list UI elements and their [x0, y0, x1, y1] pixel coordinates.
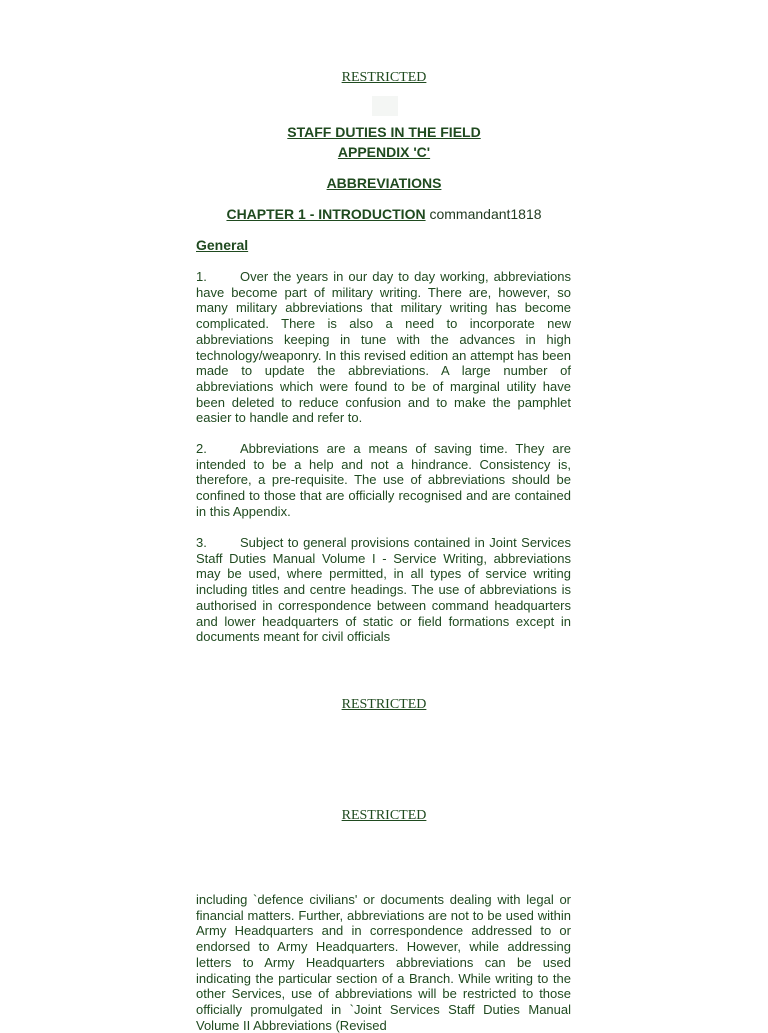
- document-title: STAFF DUTIES IN THE FIELD: [287, 124, 481, 140]
- paragraph-2: [196, 441, 571, 520]
- paragraph-1: [196, 269, 571, 426]
- paragraph-number: 1.: [196, 269, 207, 284]
- restricted-footer: RESTRICTED: [341, 697, 427, 712]
- paragraph-number: 3.: [196, 535, 207, 550]
- restricted-header: RESTRICTED: [341, 70, 427, 85]
- subject-heading: ABBREVIATIONS: [326, 175, 442, 191]
- paragraph-number: 2.: [196, 441, 207, 456]
- chapter-line: [0, 206, 768, 222]
- paragraph-3: [196, 535, 571, 645]
- paragraph-text: Over the years in our day to day working, abbreviations have become part of military writing. There are, however, so many military abbreviations that military writing has become complicated. There is also a need to incorporate new abbreviations keeping in tune with the advances in high technology/weaponry. In this revised edition an attempt has been made to update the abbreviations. A large number of abbreviations which were found to be of marginal utility have been deleted to reduce confusion and to make the pamphlet easier to handle and refer to.: [196, 269, 571, 426]
- restricted-header: RESTRICTED: [341, 808, 427, 823]
- appendix-heading: APPENDIX 'C': [337, 144, 431, 160]
- continued-paragraph: including `defence civilians' or documents dealing with legal or financial matters. Further, abbreviations are not to be used within Army Headquarters and in correspondence addressed to or endorsed to Army Headquarters. However, while addressing letters to Army Headquarters abbreviations can be used indicating the particular section of a Branch. While writing to the other Services, use of abbreviations will be restricted to those officially promulgated in `Joint Services Staff Duties Manual Volume II Abbreviations (Revised: [196, 892, 571, 1033]
- paragraph-text: Abbreviations are a means of saving time. They are intended to be a help and not a hindrance. Consistency is, therefore, a pre-requisite. The use of abbreviations should be confined to those that are officially recognised and are contained in this Appendix.: [196, 441, 571, 519]
- paragraph-text: Subject to general provisions contained in Joint Services Staff Duties Manual Volume I - Service Writing, abbreviations may be used, where permitted, in all types of service writing including titles and centre headings. The use of abbreviations is authorised in correspondence between command headquarters and lower headquarters of static or field formations except in documents meant for civil officials: [196, 535, 571, 645]
- watermark-text: commandant1818: [429, 206, 542, 222]
- faint-watermark: [372, 96, 398, 116]
- chapter-heading: CHAPTER 1 - INTRODUCTION: [226, 206, 426, 222]
- section-heading-general: General: [196, 237, 249, 253]
